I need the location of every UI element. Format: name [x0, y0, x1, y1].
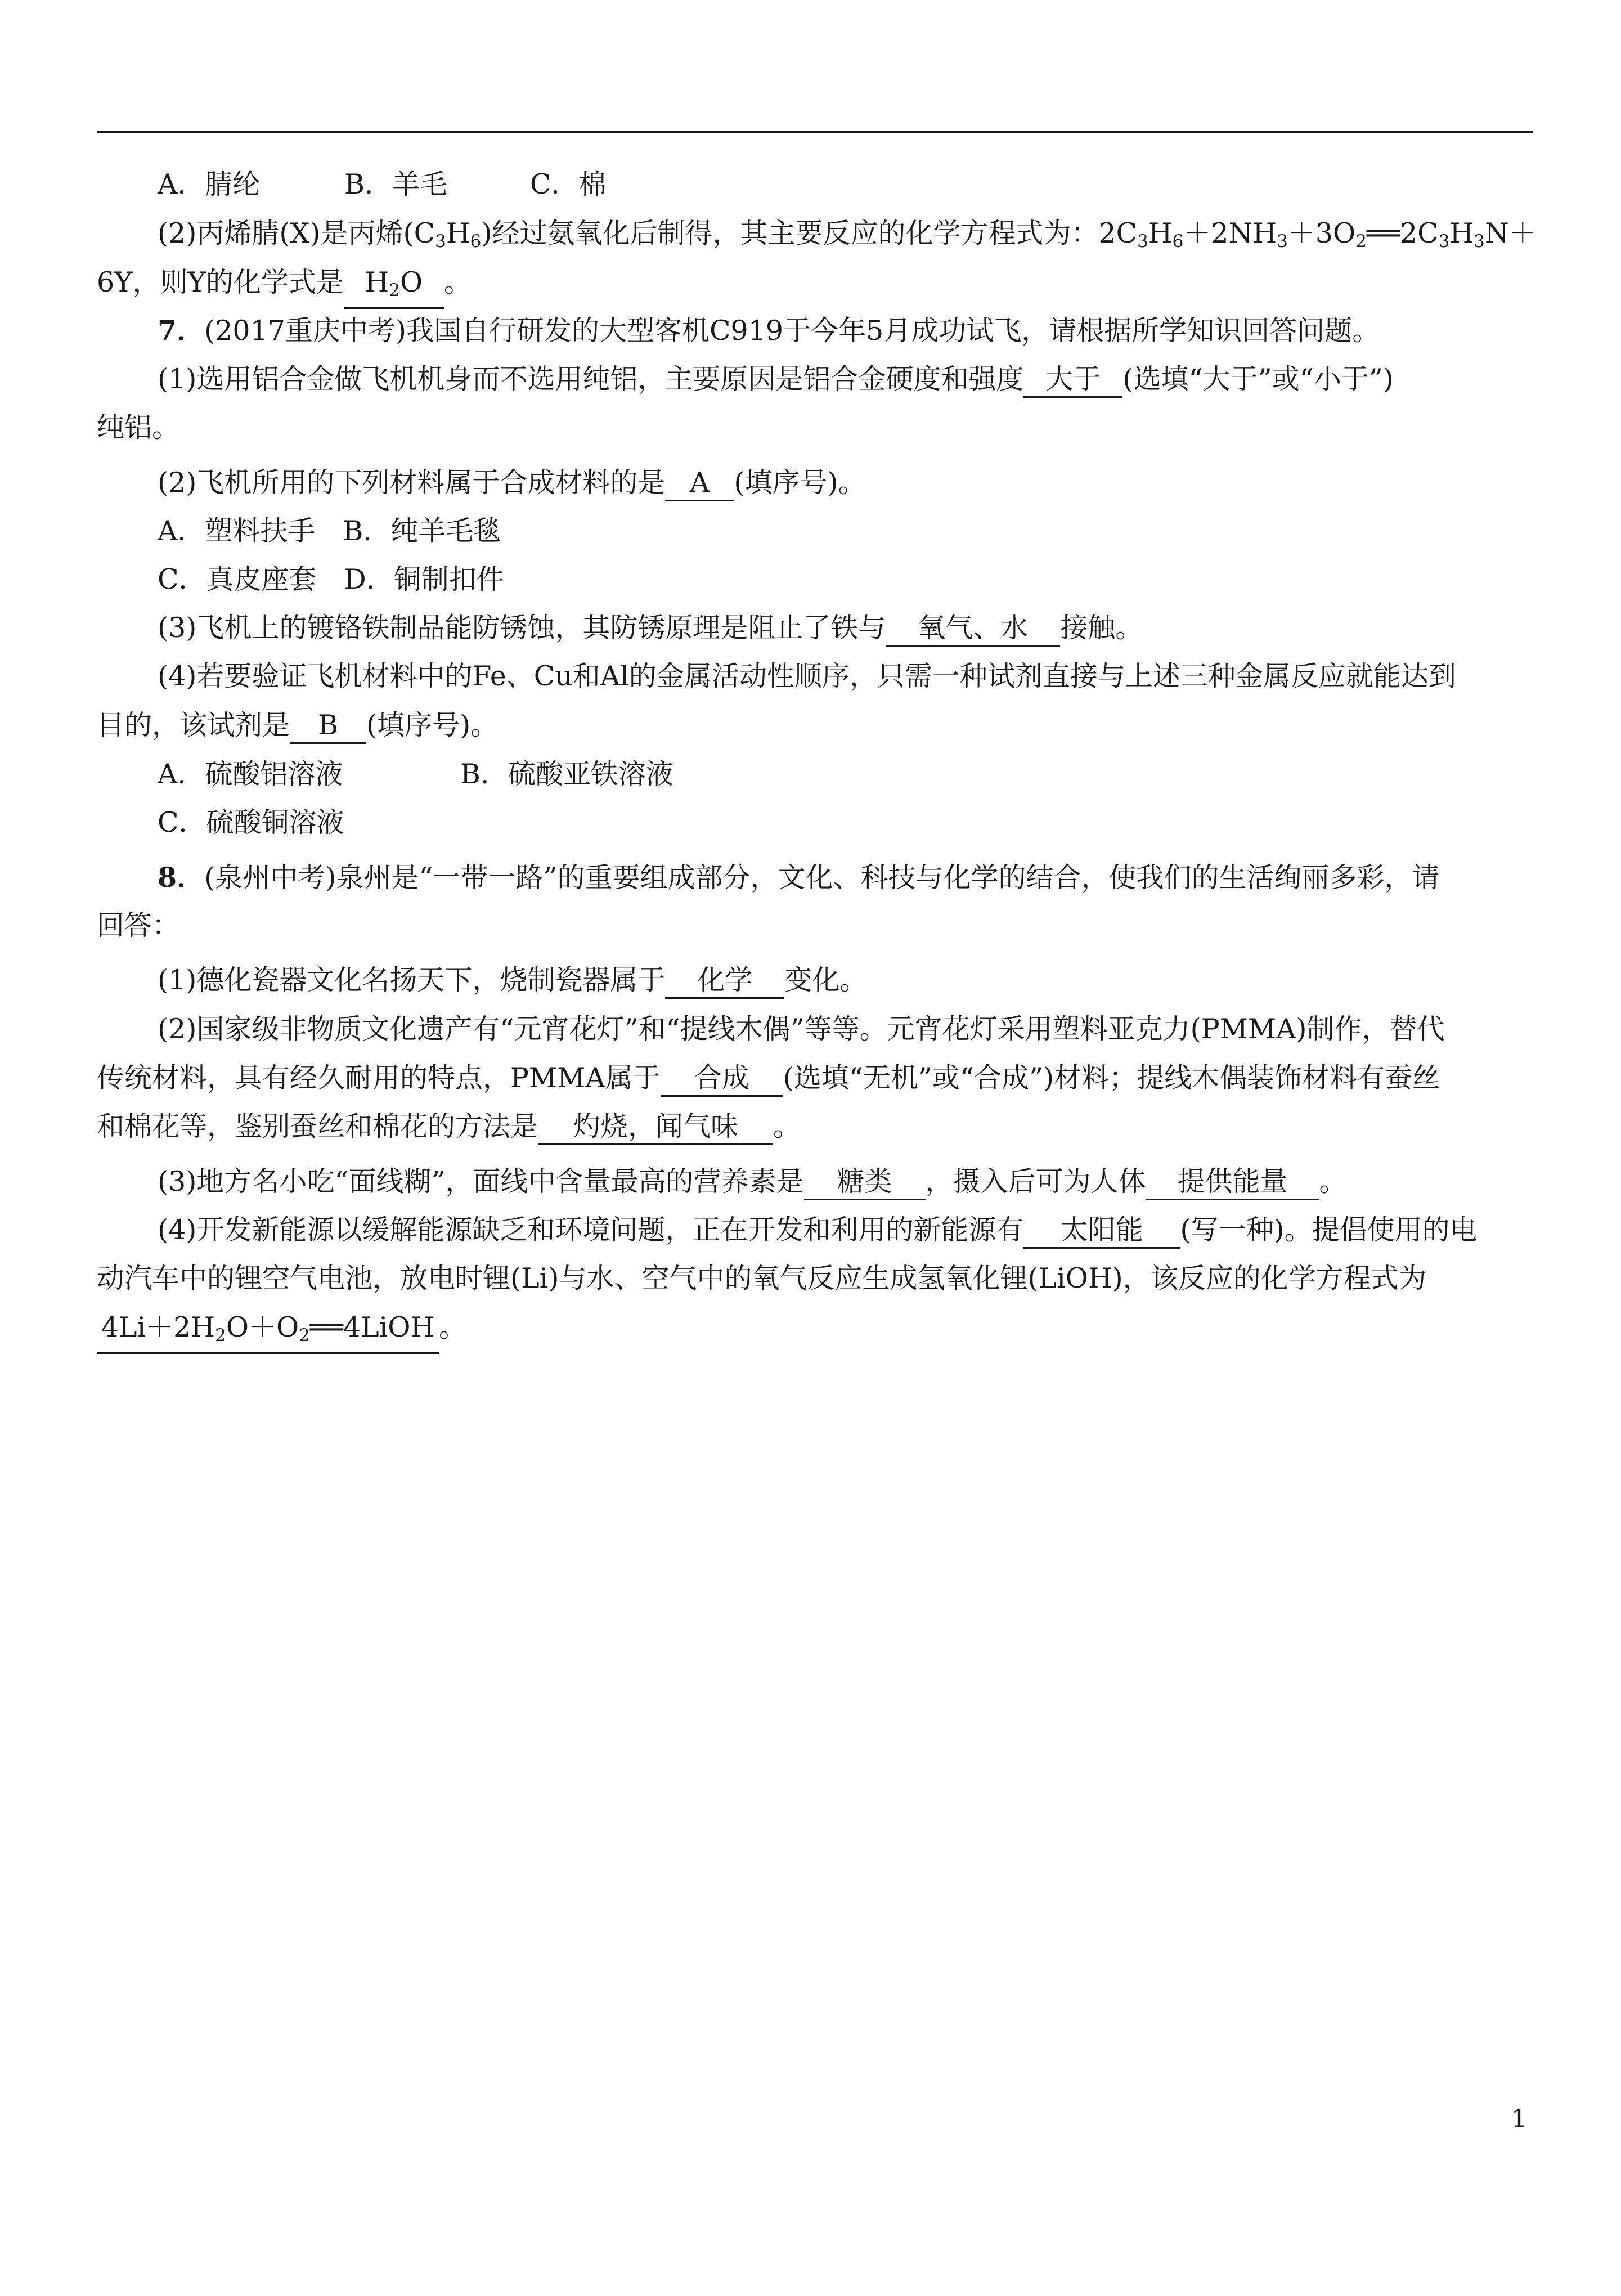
q8-stem-line1: 8．(泉州中考)泉州是“一带一路”的重要组成部分，文化、科技与化学的结合，使我们的生活绚丽多彩，请 [158, 861, 1440, 894]
q8-part4-line2: 动汽车中的锂空气电池，放电时锂(Li)与水、空气中的氧气反应生成氢氧化锂(LiOH)，该反应的化学方程式为 [97, 1262, 1426, 1294]
q7-stem: 7．(2017重庆中考)我国自行研发的大型客机C919于今年5月成功试飞，请根据所学知识回答问题。 [158, 314, 1380, 347]
q8-number: 8． [158, 861, 205, 894]
q6-part2-line1: (2)丙烯腈(X)是丙烯(C3H6)经过氨氧化后制得，其主要反应的化学方程式为：2C3H6＋2NH3＋3O2══2C3H3N＋ [158, 217, 1537, 252]
q8-p4-equation-answer: 4Li＋2H2O＋O2══4LiOH [97, 1311, 439, 1354]
q8-source: (泉州中考) [204, 862, 336, 894]
q7-p2-answer: A [665, 466, 734, 501]
q7-part2-options-1: A．塑料扶手 B．纯羊毛毯 [158, 515, 501, 547]
q7-p4-answer: B [290, 708, 366, 744]
q7-p1-answer: 大于 [1023, 362, 1122, 398]
q7-part2-options-2: C．真皮座套 D．铜制扣件 [158, 563, 504, 595]
q8-p2-answer2: 灼烧，闻气味 [538, 1110, 773, 1145]
page-number: 1 [1511, 2105, 1527, 2133]
q7-part4-option-c: C．硫酸铜溶液 [158, 806, 344, 838]
q6-answer-blank: H2O [344, 266, 444, 309]
q7-p3-answer: 氧气、水 [886, 611, 1060, 647]
q7-part1-line2: 纯铝。 [97, 411, 180, 443]
q8-part3: (3)地方名小吃“面线糊”，面线中含量最高的营养素是 糖类 ，摄入后可为人体 提供能量 。 [97, 1164, 1593, 1200]
q7-number: 7． [158, 314, 205, 347]
q7-part4-options-ab: A．硫酸铝溶液 B．硫酸亚铁溶液 [158, 758, 674, 790]
q8-part1: (1)德化瓷器文化名扬天下，烧制瓷器属于 化学 变化。 [97, 962, 1593, 999]
q8-p1-answer: 化学 [665, 963, 784, 999]
q6-option-a: A．腈纶 [158, 168, 261, 200]
q8-part2-line3: 和棉花等，鉴别蚕丝和棉花的方法是 灼烧，闻气味 。 [97, 1109, 1533, 1145]
q8-p4-answer: 太阳能 [1023, 1213, 1180, 1249]
q6-option-c: C．棉 [530, 168, 607, 200]
q8-part2-line1: (2)国家级非物质文化遗产有“元宵花灯”和“提线木偶”等等。元宵花灯采用塑料亚克力(PMMA)制作，替代 [158, 1013, 1445, 1045]
q8-p3-answer2: 提供能量 [1146, 1165, 1319, 1200]
q7-part4-line2: 目的，该试剂是 B (填序号)。 [97, 707, 1533, 744]
q7-part4-line1: (4)若要验证飞机材料中的Fe、Cu和Al的金属活动性顺序，只需一种试剂直接与上述三种金属反应就能达到 [158, 660, 1456, 692]
q8-p2-answer: 合成 [661, 1061, 783, 1097]
q6-options [97, 167, 1593, 203]
q7-part2: (2)飞机所用的下列材料属于合成材料的是 A (填序号)。 [97, 465, 1593, 501]
q8-part4-line1: (4)开发新能源以缓解能源缺乏和环境问题，正在开发和利用的新能源有 太阳能 (写一种)。提倡使用的电 [97, 1212, 1593, 1249]
q8-part4-line3: 4Li＋2H2O＋O2══4LiOH 。 [97, 1310, 1533, 1354]
q7-part3: (3)飞机上的镀铬铁制品能防锈蚀，其防锈原理是阻止了铁与 氧气、水 接触。 [97, 610, 1593, 647]
header-rule [97, 131, 1533, 133]
q7-source: (2017重庆中考) [204, 315, 407, 347]
q7-part1-line1: (1)选用铝合金做飞机机身而不选用纯铝，主要原因是铝合金硬度和强度 大于 (选填“大于”或“小于”) [97, 361, 1593, 398]
q6-option-b: B．羊毛 [344, 168, 448, 200]
q6-part2-line2: 6Y，则Y的化学式是 H2O 。 [97, 264, 1533, 309]
q8-stem-line2: 回答： [97, 909, 180, 941]
q8-part2-line2: 传统材料，具有经久耐用的特点，PMMA属于 合成 (选填“无机”或“合成”)材料；提线木偶装饰材料有蚕丝 [97, 1060, 1533, 1097]
q8-p3-answer: 糖类 [804, 1165, 926, 1200]
